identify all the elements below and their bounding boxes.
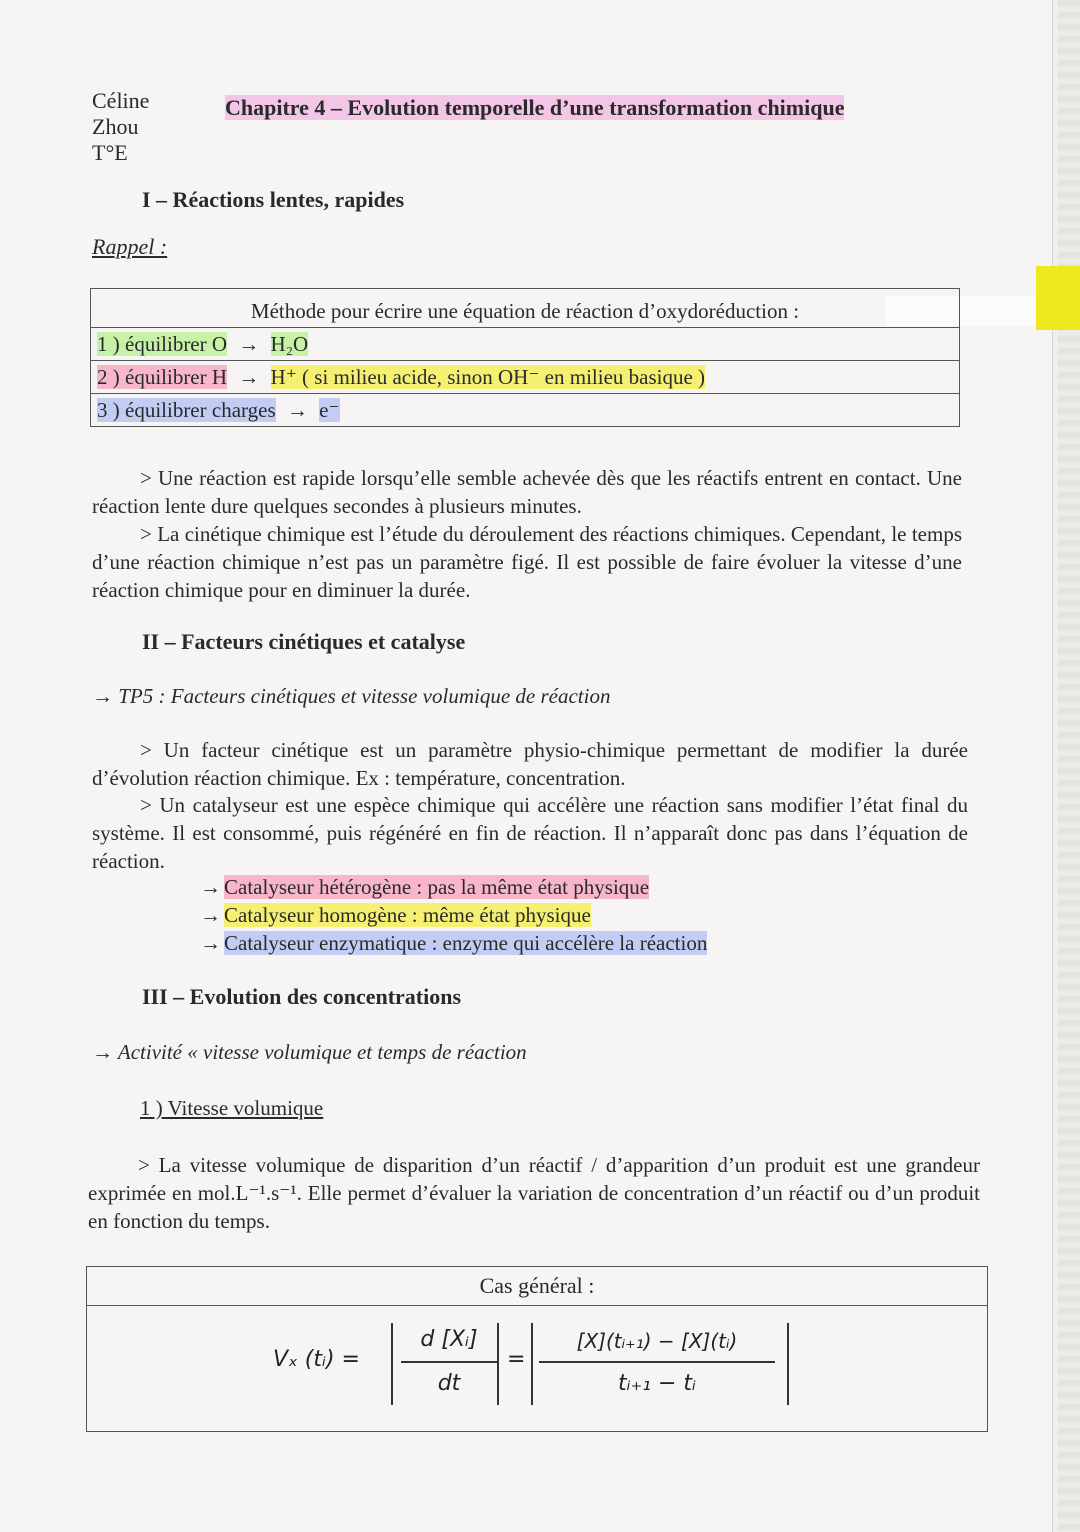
abs-bar-right-2 xyxy=(787,1323,789,1405)
method-table xyxy=(90,288,960,427)
list-item-text: Catalyseur hétérogène : pas la même état physique xyxy=(224,875,650,899)
name-line-1: Céline xyxy=(92,88,150,113)
name-line-3: T°E xyxy=(92,140,128,165)
method-row-3-result: e⁻ xyxy=(319,397,340,422)
list-item-text: Catalyseur enzymatique : enzyme qui accélère la réaction xyxy=(224,931,708,955)
abs-bar-left-2 xyxy=(531,1323,533,1405)
tp-reference: → TP5 : Facteurs cinétiques et vitesse volumique de réaction xyxy=(92,684,611,708)
chapter-title: Chapitre 4 – Evolution temporelle d’une transformation chimique xyxy=(225,95,845,120)
catalyst-list xyxy=(200,873,707,957)
page-edge xyxy=(1058,0,1080,1532)
formula-numerator-2: [X](tᵢ₊₁) − [X](tᵢ) xyxy=(576,1329,738,1353)
formula-equals: = xyxy=(507,1347,526,1372)
method-row-1 xyxy=(91,328,960,361)
arrow-icon: → xyxy=(286,397,308,422)
section-1-paragraph-2: > La cinétique chimique est l’étude du déroulement des réactions chimiques. Cependant, le temps d’une réaction chimique n’est pas un paramètre figé. Il est possible de faire évoluer la vitesse d’une réaction chimique pour en diminuer la durée. xyxy=(92,522,962,602)
fraction-bar-2 xyxy=(539,1361,775,1363)
method-row-1-result: H₂O xyxy=(270,331,309,356)
method-row-1-label: 1 ) équilibrer O xyxy=(97,331,228,356)
section-1-title: I – Réactions lentes, rapides xyxy=(142,187,405,212)
formula-denominator-2: tᵢ₊₁ − tᵢ xyxy=(618,1371,696,1396)
section-3-paragraph: > La vitesse volumique de disparition d’un réactif / d’apparition d’un produit est une grandeur exprimée en mol.L⁻¹.s⁻¹. Elle permet d’évaluer la variation de concentration d’un réactif ou d’un produit en fonction du temps. xyxy=(88,1153,980,1233)
abs-bar-right-1 xyxy=(497,1323,499,1405)
section-2-title: II – Facteurs cinétiques et catalyse xyxy=(142,629,466,654)
list-item xyxy=(200,873,707,901)
fraction-bar-1 xyxy=(401,1361,497,1363)
activity-reference: → Activité « vitesse volumique et temps de réaction xyxy=(92,1040,527,1064)
method-row-2 xyxy=(91,361,960,394)
formula-box-caption: Cas général : xyxy=(87,1267,987,1306)
arrow-icon: → xyxy=(200,903,221,927)
student-name xyxy=(92,88,149,166)
section-2-paragraph-1: > Un facteur cinétique est un paramètre physio-chimique permettant de modifier la durée d’évolution réaction chimique. Ex : température, concentration. xyxy=(92,738,968,790)
formula-denominator-1: dt xyxy=(437,1371,461,1396)
method-row-2-result: H⁺ ( si milieu acide, sinon OH⁻ en milieu basique ) xyxy=(270,364,706,389)
yellow-sticky-tab xyxy=(1036,266,1080,330)
arrow-icon: → xyxy=(238,331,260,356)
method-row-3 xyxy=(91,394,960,427)
section-3-title: III – Evolution des concentrations xyxy=(142,984,462,1009)
section-2-paragraph-2: > Un catalyseur est une espèce chimique qui accélère une réaction sans modifier l’état final du système. Il est consommé, puis régénéré en fin de réaction. Il n’apparaît donc pas dans l’équation de réaction. xyxy=(92,793,968,873)
list-item xyxy=(200,929,707,957)
section-1-paragraph-1: > Une réaction est rapide lorsqu’elle semble achevée dès que les réactifs entrent en contact. Une réaction lente dure quelques secondes à plusieurs minutes. xyxy=(92,466,962,518)
formula-numerator-1: d [Xᵢ] xyxy=(420,1327,478,1352)
method-row-2-label: 2 ) équilibrer H xyxy=(97,364,228,389)
arrow-icon: → xyxy=(200,931,221,955)
name-line-2: Zhou xyxy=(92,114,139,139)
list-item xyxy=(200,901,707,929)
formula-lhs: Vₓ (tᵢ) = xyxy=(273,1347,360,1372)
subsection-title: 1 ) Vitesse volumique xyxy=(140,1096,324,1120)
list-item-text: Catalyseur homogène : même état physique xyxy=(224,903,591,927)
abs-bar-left-1 xyxy=(391,1323,393,1405)
arrow-icon: → xyxy=(200,875,221,899)
method-row-3-label: 3 ) équilibrer charges xyxy=(97,397,276,422)
arrow-icon: → xyxy=(238,364,260,389)
method-table-header: Méthode pour écrire une équation de réaction d’oxydoréduction : xyxy=(91,289,960,328)
formula-box xyxy=(86,1266,988,1432)
rappel-label: Rappel : xyxy=(92,234,168,259)
